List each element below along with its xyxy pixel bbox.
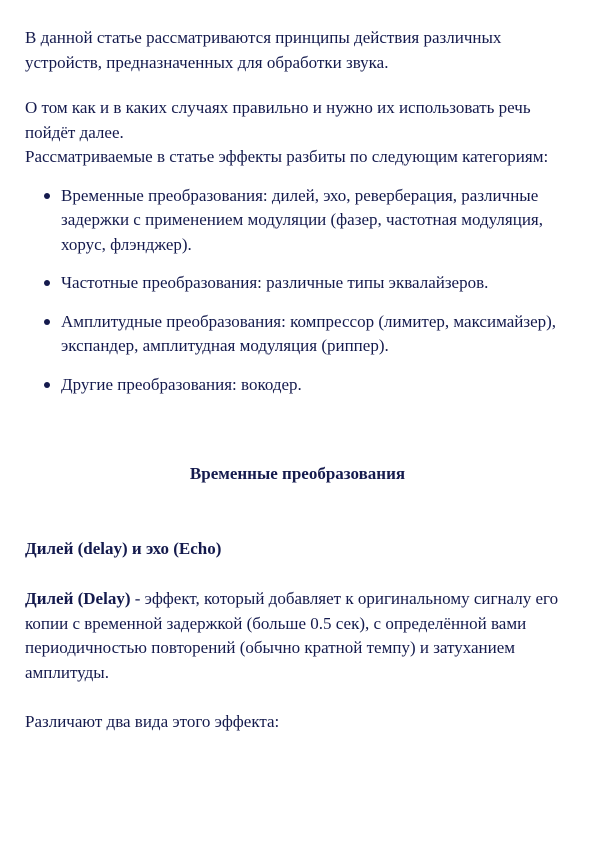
paragraph-gap	[25, 75, 570, 96]
document-page	[25, 26, 570, 735]
list-item-text: Временные преобразования: дилей, эхо, реверберация, различные задержки с применением модуляции (фазер, частотная модуляция, хорус, флэнджер).	[61, 185, 543, 254]
term: Дилей (Delay)	[25, 589, 131, 608]
categories-list	[25, 184, 570, 398]
closing-line: Различают два вида этого эффекта:	[25, 712, 280, 731]
list-item-text: Амплитудные преобразования: компрессор (лимитер, максимайзер), экспандер, амплитудная модуляция (риппер).	[61, 311, 557, 355]
section-title: Временные преобразования	[189, 464, 406, 483]
bullet-icon	[44, 319, 50, 325]
list-item-text: Другие преобразования: вокодер.	[61, 374, 302, 394]
bullet-icon	[44, 193, 50, 199]
list-item	[25, 310, 570, 359]
intro-paragraph-3: Рассматриваемые в статье эффекты разбиты по следующим категориям:	[25, 147, 549, 166]
definition-paragraph	[25, 587, 570, 685]
subheading: Дилей (delay) и эхо (Echo)	[25, 538, 222, 558]
intro-paragraph-2: О том как и в каких случаях правильно и нужно их использовать речь пойдёт далее.	[25, 98, 531, 142]
bullet-icon	[44, 280, 50, 286]
list-item	[25, 373, 570, 398]
list-item-text: Частотные преобразования: различные типы эквалайзеров.	[61, 273, 489, 292]
bullet-icon	[44, 382, 50, 388]
intro-paragraph-1: В данной статье рассматриваются принципы действия различных устройств, предназначенных для обработки звука.	[25, 28, 502, 72]
list-item	[25, 271, 570, 296]
list-item	[25, 184, 570, 258]
definition-text: - эффект, который добавляет к оригинальному сигналу его копии с временной задержкой (больше 0.5 сек), с определённой вами периодичностью повторений (обычно кратной темпу) и затуханием амплитуды.	[25, 589, 559, 682]
